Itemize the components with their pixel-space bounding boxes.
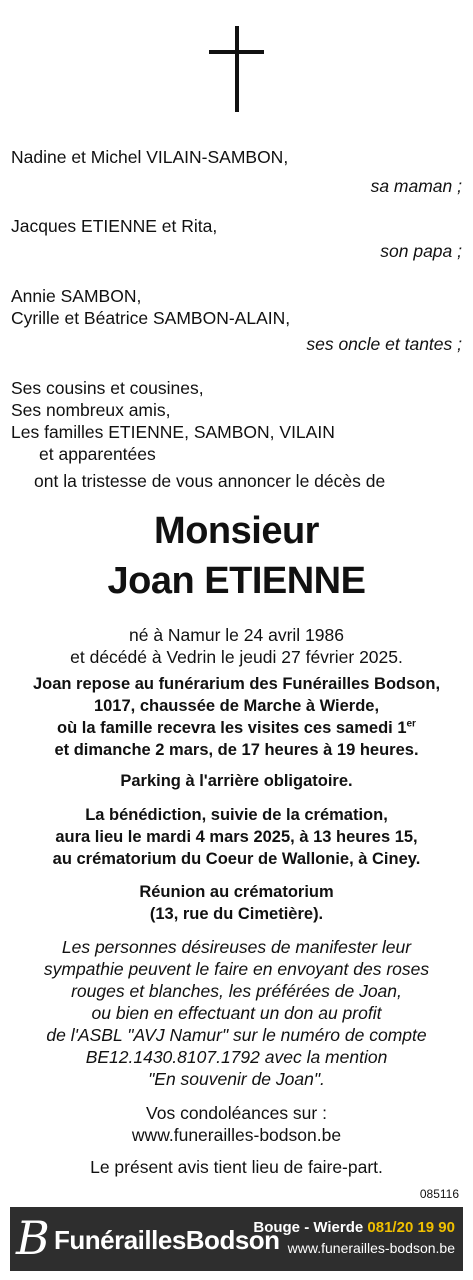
reunion-line-2: (13, rue du Cimetière). [149, 905, 324, 923]
mother-role: sa maman ; [370, 176, 462, 196]
repose-line-1: Joan repose au funérarium des Funérailles Bodson, [32, 675, 441, 693]
uncles-line-1: Annie SAMBON, [11, 286, 142, 306]
uncles-line-2: Cyrille et Béatrice SAMBON-ALAIN, [11, 308, 291, 328]
footer-banner [10, 1207, 463, 1271]
donation-line-4: ou bien en effectuant un don au profit [91, 1003, 382, 1023]
bodson-logo-icon: B [16, 1211, 50, 1265]
donation-line-3: rouges et blanches, les préférées de Joan, [71, 981, 402, 1001]
parking-line: Parking à l'arrière obligatoire. [120, 772, 353, 790]
ceremony-line-3: au crématorium du Coeur de Wallonie, à Ciney. [52, 850, 421, 868]
deceased-title: Monsieur [154, 510, 319, 552]
donation-line-1: Les personnes désireuses de manifester leur [61, 937, 412, 957]
death-line: et décédé à Vedrin le jeudi 27 février 2025. [70, 647, 403, 667]
phone-number[interactable]: 081/20 19 90 [367, 1219, 455, 1236]
ceremony-line-2: aura lieu le mardi 4 mars 2025, à 13 heures 15, [55, 828, 418, 846]
announce-text: ont la tristesse de vous annoncer le décès de [34, 471, 386, 491]
father-role: son papa ; [380, 241, 462, 261]
footer-website[interactable]: www.funerailles-bodson.be [287, 1240, 455, 1256]
others-line-4: et apparentées [39, 444, 156, 464]
repose-line-3: où la famille recevra les visites ces samedi 1er [57, 718, 416, 737]
donation-line-7: "En souvenir de Joan". [148, 1069, 325, 1089]
others-line-2: Ses nombreux amis, [11, 400, 171, 420]
donation-line-6: BE12.1430.8107.1792 avec la mention [85, 1047, 388, 1067]
notice-text: Le présent avis tient lieu de faire-part. [90, 1157, 383, 1177]
father-names: Jacques ETIENNE et Rita, [11, 216, 218, 236]
uncles-role: ses oncle et tantes ; [306, 334, 462, 354]
cross-icon [209, 26, 264, 112]
repose-line-4: et dimanche 2 mars, de 17 heures à 19 heures. [54, 741, 419, 759]
repose-line-2: 1017, chaussée de Marche à Wierde, [93, 697, 380, 715]
contact-phone-line: Bouge - Wierde 081/20 19 90 [253, 1219, 455, 1236]
deceased-name: Joan ETIENNE [107, 560, 366, 602]
reference-code: 085116 [419, 1187, 459, 1201]
ceremony-line-1: La bénédiction, suivie de la crémation, [85, 806, 388, 824]
condolences-url[interactable]: www.funerailles-bodson.be [131, 1125, 342, 1145]
mother-names: Nadine et Michel VILAIN-SAMBON, [11, 147, 289, 167]
others-line-3: Les familles ETIENNE, SAMBON, VILAIN [11, 422, 335, 442]
brand-name: FunéraillesBodson [54, 1225, 280, 1255]
birth-line: né à Namur le 24 avril 1986 [129, 625, 344, 645]
others-line-1: Ses cousins et cousines, [11, 378, 204, 398]
donation-line-5: de l'ASBL "AVJ Namur" sur le numéro de compte [46, 1025, 427, 1045]
donation-line-2: sympathie peuvent le faire en envoyant des roses [43, 959, 430, 979]
reunion-line-1: Réunion au crématorium [139, 883, 334, 901]
condolences-label: Vos condoléances sur : [146, 1103, 327, 1123]
